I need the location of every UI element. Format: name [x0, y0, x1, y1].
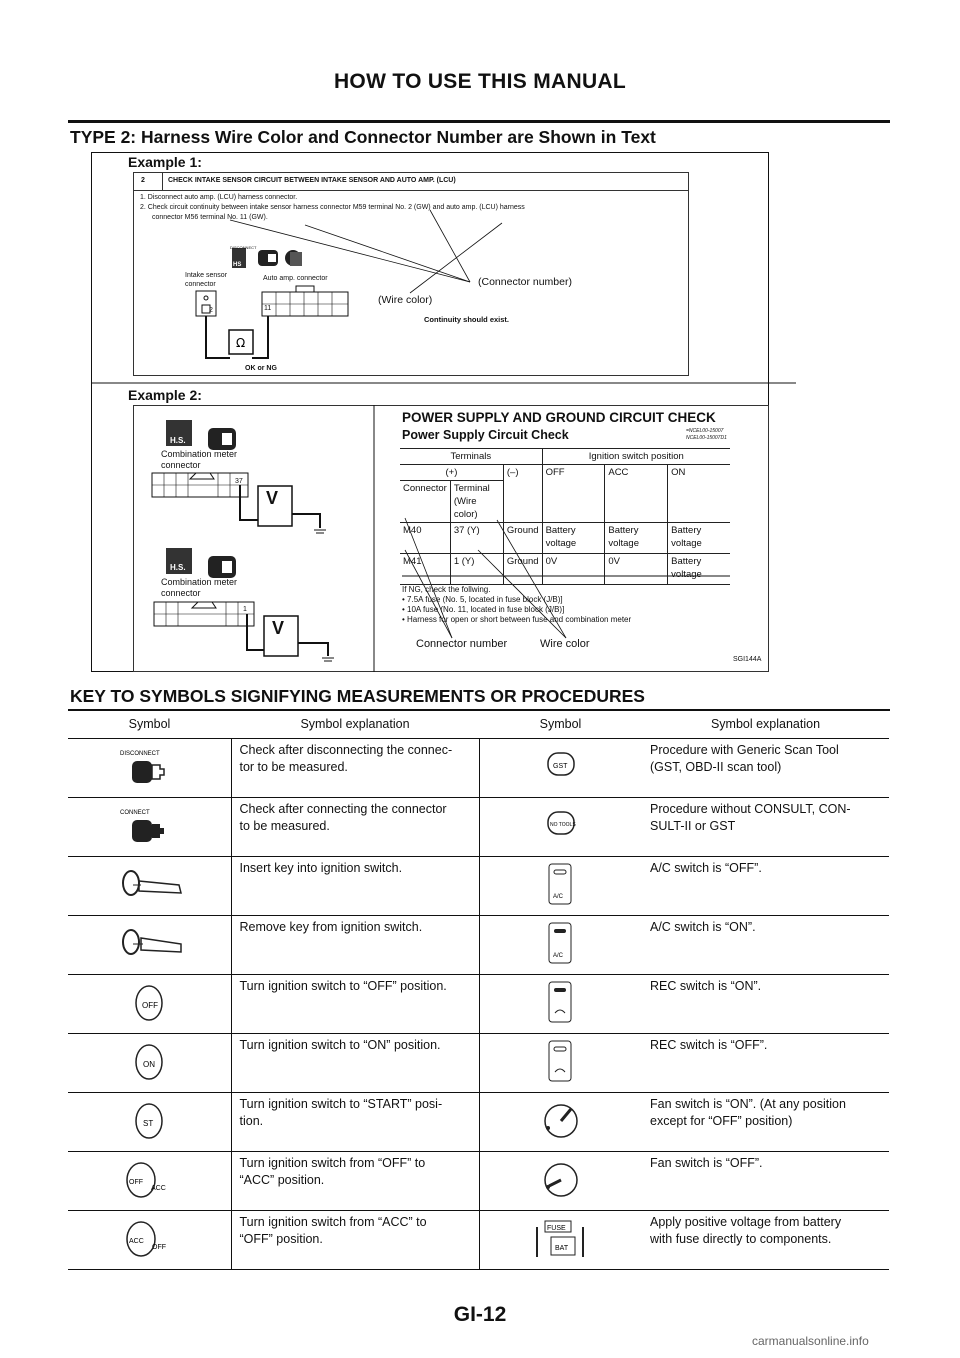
rec-off-icon [479, 1034, 642, 1093]
ignition-off-icon [68, 975, 231, 1034]
step-line-3: connector M56 terminal No. 11 (GW). [152, 214, 268, 221]
col-symbol-1: Symbol [68, 710, 231, 739]
col-explanation-1: Symbol explanation [231, 710, 479, 739]
svg-text:A/C: A/C [552, 893, 563, 900]
ng-line-4: • Harness for open or short between fuse and combination meter [402, 615, 632, 624]
th-ignition: Ignition switch position [542, 449, 730, 465]
svg-text:H.S.: H.S. [170, 563, 186, 572]
example2-code-1: =NCEL00-15007 [686, 428, 724, 434]
th-terminals: Terminals [400, 449, 542, 465]
pin-11-label: 11 [264, 305, 272, 312]
pin-1-label: 1 [243, 606, 247, 613]
th-terminal-wire: Terminal (Wire color) [450, 481, 503, 523]
th-off: OFF [542, 465, 605, 523]
fan-off-icon [479, 1152, 642, 1211]
step-number: 2 [141, 177, 145, 184]
page-number: GI-12 [453, 1303, 507, 1326]
fan-on-icon [479, 1093, 642, 1152]
svg-text:DISCONNECT: DISCONNECT [120, 750, 160, 757]
ng-line-1: If NG, check the follwing. [402, 585, 491, 594]
svg-text:H.S.: H.S. [170, 436, 186, 445]
intake-sensor-label-2: connector [185, 281, 216, 288]
ok-ng-text: OK or NG [245, 365, 277, 372]
ac-on-icon [479, 916, 642, 975]
col-symbol-2: Symbol [479, 710, 642, 739]
fuse-battery-icon [479, 1211, 642, 1270]
table-row: OFF ACC Turn ignition switch from “OFF” to “ACC” position. Fan switch is “OFF”. [68, 1152, 889, 1211]
svg-text:GST: GST [552, 762, 568, 770]
svg-text:CONNECT: CONNECT [120, 809, 150, 816]
comb-meter-label-bot-2: connector [161, 588, 201, 598]
table-row: Insert key into ignition switch. A/C A/C switch is “OFF”. [68, 857, 889, 916]
key-insert-icon [68, 857, 231, 916]
example2-label: Example 2: [128, 387, 202, 403]
svg-text:ACC: ACC [129, 1237, 145, 1245]
svg-text:Ω: Ω [236, 336, 246, 350]
continuity-text: Continuity should exist. [424, 315, 510, 324]
table-row: M40 37 (Y) Ground Battery voltage Battery voltage Battery voltage [400, 523, 730, 554]
col-explanation-2: Symbol explanation [642, 710, 889, 739]
svg-text:BAT: BAT [554, 1244, 568, 1252]
example2-title: POWER SUPPLY AND GROUND CIRCUIT CHECK [402, 410, 716, 425]
table-row: ON Turn ignition switch to “ON” position. REC switch is “OFF”. [68, 1034, 889, 1093]
connect-icon [68, 798, 231, 857]
svg-text:HS: HS [233, 262, 242, 268]
table-row: DISCONNECT Check after disconnecting the connec- tor to be measured. GST Procedure with Generic Scan Tool (GST, OBD-II scan tool) [68, 739, 889, 798]
symbols-table [68, 710, 889, 1270]
wire-color-callout: (Wire color) [378, 294, 433, 306]
figure-id: SGI144A [733, 656, 762, 663]
disconnect-icon [68, 739, 231, 798]
auto-amp-label: Auto amp. connector [263, 275, 328, 282]
th-plus: (+) [400, 465, 503, 481]
power-supply-table [400, 448, 730, 585]
table-row: CONNECT Check after connecting the connector to be measured. NO TOOLS Procedure without CONSULT, CON- SULT-II or GST [68, 798, 889, 857]
rec-on-icon [479, 975, 642, 1034]
table-row: OFF Turn ignition switch to “OFF” position. REC switch is “ON”. [68, 975, 889, 1034]
ignition-start-icon [68, 1093, 231, 1152]
th-acc: ACC [605, 465, 668, 523]
connector-number-label: Connector number [416, 638, 508, 650]
example1-label: Example 1: [128, 154, 202, 170]
section-heading-symbols: KEY TO SYMBOLS SIGNIFYING MEASUREMENTS OR PROCEDURES [70, 686, 645, 706]
comb-meter-label-top-1: Combination meter [161, 449, 238, 459]
pin-37-label: 37 [235, 478, 243, 485]
svg-text:OFF: OFF [129, 1178, 144, 1186]
svg-text:OFF: OFF [142, 1000, 159, 1010]
wire-color-label: Wire color [540, 638, 590, 650]
comb-meter-label-top-2: connector [161, 460, 201, 470]
step-title: CHECK INTAKE SENSOR CIRCUIT BETWEEN INTAKE SENSOR AND AUTO AMP. (LCU) [168, 177, 456, 184]
no-tools-icon [479, 798, 642, 857]
connector-number-callout: (Connector number) [478, 276, 572, 288]
ng-line-3: • 10A fuse (No. 11, located in fuse block (J/B)] [402, 605, 565, 614]
svg-text:ON: ON [143, 1059, 156, 1069]
th-on: ON [668, 465, 730, 523]
th-minus: (–) [503, 465, 542, 523]
section-heading-type2: TYPE 2: Harness Wire Color and Connector Number are Shown in Text [70, 127, 656, 147]
svg-text:OFF: OFF [152, 1243, 167, 1251]
svg-text:NO TOOLS: NO TOOLS [549, 821, 576, 828]
page-title: HOW TO USE THIS MANUAL [333, 70, 627, 93]
example2-code-2: NCEL00-15007D1 [686, 435, 727, 441]
example2-subtitle: Power Supply Circuit Check [402, 428, 569, 442]
ignition-acc-off-icon [68, 1211, 231, 1270]
ignition-off-acc-icon [68, 1152, 231, 1211]
disconnect-text-ex1: DISCONNECT [230, 245, 257, 250]
th-connector: Connector [400, 481, 450, 523]
ng-line-2: • 7.5A fuse (No. 5, located in fuse block (J/B)] [402, 595, 563, 604]
table-row: ST Turn ignition switch to “START” posi- tion. Fan switch is “ON”. (At any position except for “OFF” position) [68, 1093, 889, 1152]
pin-2-label: 2 [209, 307, 213, 314]
ignition-on-icon [68, 1034, 231, 1093]
table-row: Remove key from ignition switch. A/C A/C switch is “ON”. [68, 916, 889, 975]
step-line-1: 1. Disconnect auto amp. (LCU) harness connector. [140, 194, 298, 201]
table-row: ACC OFF Turn ignition switch from “ACC” to “OFF” position. FUSE BAT Apply positive voltage from battery with fuse directly to components. [68, 1211, 889, 1270]
voltmeter-top: V [266, 488, 279, 508]
table-row: M41 1 (Y) Ground 0V 0V Battery voltage [400, 554, 730, 585]
gst-icon [479, 739, 642, 798]
voltmeter-bottom: V [272, 618, 285, 638]
comb-meter-label-bot-1: Combination meter [161, 577, 238, 587]
svg-text:FUSE: FUSE [546, 1224, 566, 1232]
svg-text:ST: ST [143, 1118, 154, 1128]
step-line-2: 2. Check circuit continuity between intake sensor harness connector M59 terminal No. 2 (GW) and auto amp. (LCU) harness [140, 204, 525, 211]
intake-sensor-label-1: Intake sensor [185, 272, 228, 279]
svg-text:A/C: A/C [552, 952, 563, 959]
key-remove-icon [68, 916, 231, 975]
ac-off-icon [479, 857, 642, 916]
svg-text:ACC: ACC [151, 1184, 167, 1192]
watermark: carmanualsonline.info [752, 1334, 869, 1348]
